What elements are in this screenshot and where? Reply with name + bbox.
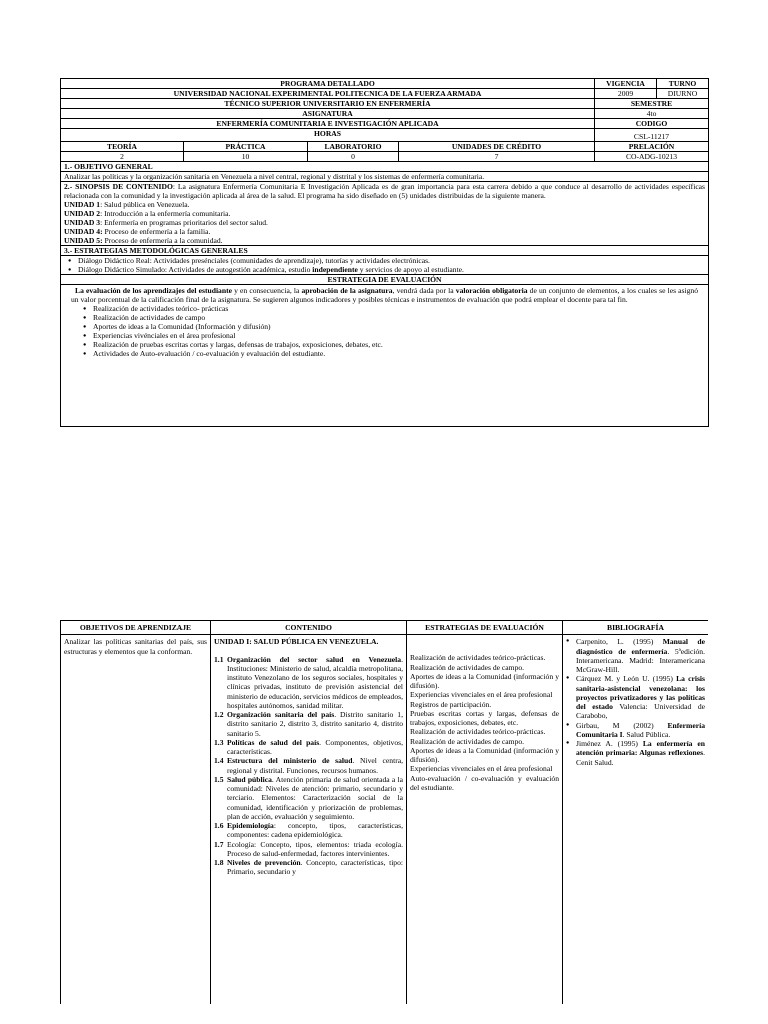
eval-line: Pruebas escritas cortas y largas, defensas de trabajos, exposiciones, debates, etc.	[410, 708, 559, 727]
list-item: ● Realización de actividades teórico- prácticas	[93, 304, 698, 313]
sinopsis-unit: UNIDAD 1: Salud pública en Venezuela.	[64, 200, 190, 209]
list-item: ● Experiencias vivénciales en el área profesional	[93, 331, 698, 340]
teoria-label: TEORÍA	[61, 142, 184, 152]
list-item: ● Realización de pruebas escritas cortas y largas, defensas de trabajos, exposiciones, debates, etc.	[93, 340, 698, 349]
eval-line: Realización de actividades de campo.	[410, 662, 525, 672]
sinopsis-section	[61, 182, 709, 246]
creditos-value: 7	[399, 152, 595, 162]
content-item: 1.6 Epidemiología: concepto, tipos, características, componentes: cadena epidemiológica.	[214, 821, 403, 840]
teoria-value: 2	[61, 152, 184, 162]
turno-label: TURNO	[657, 79, 709, 89]
sinopsis-label: 2.- SINOPSIS DE CONTENIDO	[64, 182, 173, 191]
turno-value: DIURNO	[657, 89, 709, 99]
col-header-evaluacion: ESTRATEGIAS DE EVALUACIÓN	[407, 621, 563, 635]
program-name: TÉCNICO SUPERIOR UNIVERSITARIO EN ENFERMERÍA	[61, 99, 595, 109]
estrategias-list-cell	[61, 256, 709, 275]
list-item: ● Diálogo Didáctico Simulado: Actividades de autogestión académica, estudio independiente y servicios de apoyo al estudiante.	[78, 265, 705, 274]
practica-value: 10	[184, 152, 308, 162]
eval-line: Auto-evaluación / co-evaluación y evaluación del estudiante.	[410, 773, 559, 792]
prelacion-label: PRELACIÓN	[595, 142, 709, 152]
codigo-label: CODIGO	[595, 119, 709, 129]
codigo-value: CSL-11217	[595, 129, 709, 142]
evaluacion-cell	[407, 635, 563, 1004]
sinopsis-unit: UNIDAD 5: Proceso de enfermería a la comunidad.	[64, 236, 223, 245]
semestre-value: 4to	[595, 109, 709, 119]
asignatura-name: ENFERMERÍA COMUNITARIA E INVESTIGACIÓN APLICADA	[61, 119, 595, 129]
program-header-table	[60, 78, 709, 427]
eval-line: Experiencias vivenciales en el área profesional	[410, 690, 553, 700]
unit-content-table	[60, 620, 708, 1004]
eval-line: Realización de actividades teórico-prácticas.	[410, 727, 546, 737]
col-header-bibliografia: BIBLIOGRAFÍA	[563, 621, 709, 635]
list-item: ● Carpenito, L. (1995) Manual de diagnóstico de enfermería. 5ªedición. Interamericana. Madrid: Interamericana McGraw-Hill.	[576, 637, 705, 674]
evaluacion-title: ESTRATEGIA DE EVALUACIÓN	[61, 275, 709, 285]
unit-title: UNIDAD I: SALUD PÚBLICA EN VENEZUELA.	[214, 637, 379, 647]
list-item: ● Girbau, M (2002) Enfermería Comunitaria I. Salud Pública.	[576, 721, 705, 740]
prelacion-value: CO-ADG-10213	[595, 152, 709, 162]
sinopsis-text: : La asignatura Enfermería Comunitaria E Investigación Aplicada es de gran importancia para esta carrera debido a que conduce al desarrollo de actividades específicas relacionada con la comunidad y la investigación aplicada al área de la salud. El programa ha sido diseñado en (5) unidades distribuidas de la siguiente manera.	[64, 182, 706, 200]
content-item: 1.8 Niveles de prevención. Concepto, características, tipo: Primario, secundario y	[214, 858, 404, 877]
eval-line: Experiencias vivenciales en el área profesional	[410, 764, 553, 774]
list-item: ● Aportes de ideas a la Comunidad (Información y difusión)	[93, 322, 698, 331]
sinopsis-unit: UNIDAD 4: Proceso de enfermería a la familia.	[64, 227, 211, 236]
list-item: ● Actividades de Auto-evaluación / co-evaluación y evaluación del estudiante.	[93, 349, 698, 358]
content-item: 1.3 Políticas de salud del país. Componentes, objetivos, características.	[214, 737, 403, 756]
objetivo-text: Analizar las políticas y la organización sanitaria en Venezuela a nivel central, regional y distrital y los sistemas de enfermería comunitaria.	[61, 172, 709, 182]
content-item: 1.4 Estructura del ministerio de salud. Nivel centra, regional y distrital. Funciones, recursos humanos.	[214, 756, 403, 775]
unit-content-block	[60, 620, 708, 1004]
estrategias-title: 3.- ESTRATEGIAS METODOLÓGICAS GENERALES	[61, 246, 709, 256]
laboratorio-label: LABORATORIO	[308, 142, 399, 152]
evaluacion-list	[71, 304, 698, 358]
practica-label: PRÁCTICA	[184, 142, 308, 152]
program-header-block	[60, 78, 708, 427]
eval-line: Realización de actividades de campo.	[410, 736, 525, 746]
vigencia-value: 2009	[595, 89, 657, 99]
list-item: ● Realización de actividades de campo	[93, 313, 698, 322]
eval-line: Realización de actividades teórico-prácticas.	[410, 653, 546, 663]
content-item: 1.7 Ecología: Concepto, tipos, elementos: triada ecología. Proceso de salud-enfermedad, factores intervinientes.	[214, 839, 403, 858]
estrategias-list	[64, 256, 705, 274]
content-item: 1.1 Organización del sector salud en Venezuela. Instituciones: Ministerio de salud, alcaldía metropolitana, instituto Venezolano de los seguros sociales, hospitales y clínicas privadas, instituto de previsión asistencial del ministerio de educación, servicios médicos de empleados, hospitales autónomos, sanidad militar.	[214, 654, 403, 710]
objetivo-cell: Analizar las políticas sanitarias del país, sus estructuras y elementos que la conforman.	[61, 635, 211, 1004]
sinopsis-unit: UNIDAD 2: Introducción a la enfermería comunitaria.	[64, 209, 231, 218]
creditos-label: UNIDADES DE CRÉDITO	[399, 142, 595, 152]
vigencia-label: VIGENCIA	[595, 79, 657, 89]
content-item: 1.5 Salud pública. Atención primaria de salud orientada a la comunidad: Niveles de atención: primario, secundario y terciario. Elementos: Caracterización social de la comunidad, identificación y priorización de problemas, plan de acción, evaluación y seguimiento.	[214, 774, 403, 821]
asignatura-label: ASIGNATURA	[61, 109, 595, 119]
list-item: ● Cárquez M. y León U. (1995) La crisis sanitaria-asistencial venezolana: los proyectos privatizadores y las políticas del estado Valencia: Universidad de Carabobo,	[576, 674, 705, 720]
evaluacion-section: La evaluación de los aprendizajes del estudiante y en consecuencia, la aprobación de la asignatura, vendrá dada por la valoración obligatoria de un conjunto de elementos, a los cuales se les asignó un valor porcentual de la calificación final de la asignatura. Se sugieren algunos indicadores y posibles técnicas e instrumentos de evaluación que podrá emplear el docente para tal fin. ● Realización de actividades teórico- prácticas ● Realización de actividades de campo ● Aportes de ideas a la Comunidad (Información y difusión) ● Experiencias vivénciales en el área profesional ● Realización de pruebas escritas cortas y largas, defensas de trabajos, exposiciones, debates, etc. ● Actividades de Auto-evaluación / co-evaluación y evaluación del estudiante.	[61, 285, 709, 427]
content-item: 1.2 Organización sanitaria del país. Distrito sanitario 1, distrito sanitario 2, distrito 3, distrito sanitario 4, distrito sanitario 5.	[214, 710, 403, 738]
bibliografia-list	[566, 637, 705, 767]
col-header-contenido: CONTENIDO	[211, 621, 407, 635]
contenido-cell	[211, 635, 407, 1004]
laboratorio-value: 0	[308, 152, 399, 162]
list-item: ● Jiménez A. (1995) La enfermería en atención primaria: Algunas reflexiones. Cenit Salud.	[576, 739, 705, 767]
horas-label: HORAS	[61, 129, 595, 142]
objetivo-title: 1.- OBJETIVO GENERAL	[61, 162, 709, 172]
col-header-objetivos: OBJETIVOS DE APRENDIZAJE	[61, 621, 211, 635]
list-item: ● Diálogo Didáctico Real: Actividades presénciales (comunidades de aprendizaje), tutorías y actividades electrónicas.	[78, 256, 705, 265]
university-name: UNIVERSIDAD NACIONAL EXPERIMENTAL POLITECNICA DE LA FUERZA ARMADA	[61, 89, 595, 99]
sinopsis-unit: UNIDAD 3: Enfermería en programas prioritarios del sector salud.	[64, 218, 268, 227]
eval-line: Aportes de ideas a la Comunidad (información y difusión).	[410, 671, 559, 690]
eval-line: Registros de participación.	[410, 699, 492, 709]
doc-title: PROGRAMA DETALLADO	[61, 79, 595, 89]
bibliografia-cell	[563, 635, 709, 1004]
semestre-label: SEMESTRE	[595, 99, 709, 109]
eval-line: Aportes de ideas a la Comunidad (información y difusión).	[410, 745, 559, 764]
